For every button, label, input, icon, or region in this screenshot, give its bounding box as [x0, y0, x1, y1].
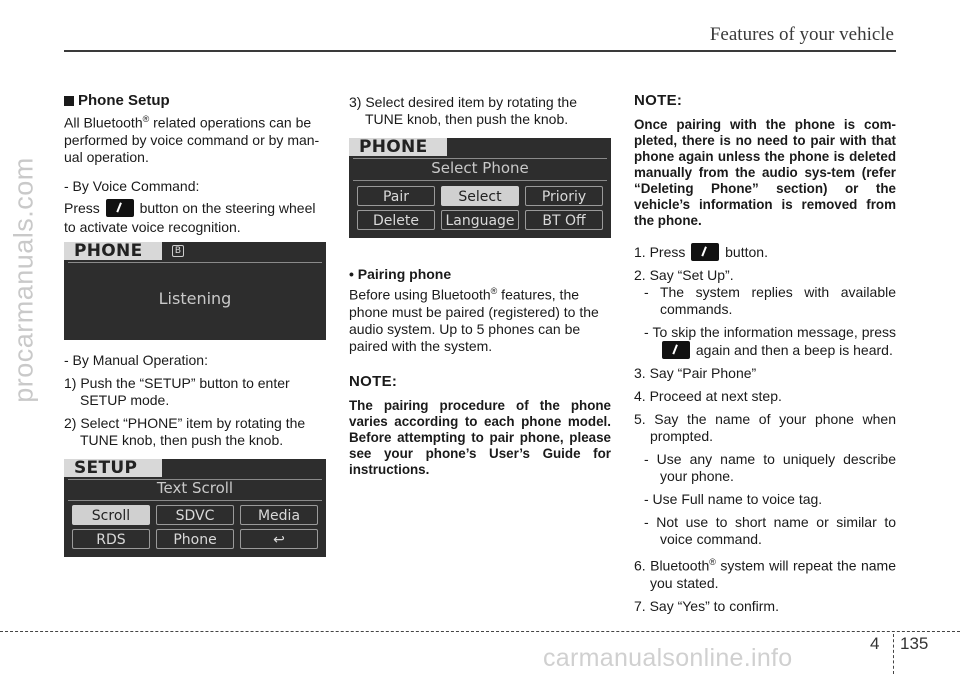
section-heading-text: Phone Setup: [78, 92, 170, 109]
screen-tag: PHONE: [349, 138, 447, 156]
manual-operation-label: - By Manual Operation:: [64, 351, 208, 368]
screen-subtitle: Select Phone: [431, 159, 529, 177]
voice-step-2-sub-1: - The system replies with available commands.: [644, 284, 896, 317]
manual-operation: [64, 352, 326, 449]
side-watermark-text: procarmanuals.com: [8, 157, 39, 403]
step-text: 1. Press: [634, 244, 686, 260]
registered-mark: ®: [709, 557, 716, 567]
voice-step-5-sub-1: - Use any name to uniquely describe your phone.: [644, 451, 896, 484]
screen-divider: [353, 180, 607, 181]
intro-text: ual operation.: [64, 148, 149, 165]
voice-talk-button-icon: [662, 341, 690, 359]
voice-step-6: [634, 554, 896, 592]
side-watermark: [4, 40, 44, 520]
screen-divider: [68, 262, 322, 263]
voice-command-label: - By Voice Command:: [64, 177, 200, 194]
pairing-heading: • Pairing phone: [349, 266, 452, 282]
setup-screen: [64, 459, 326, 557]
step-text: 1) Push the “SETUP” button to enter: [64, 374, 290, 391]
screen-divider: [68, 500, 322, 501]
page-header-title: Features of your vehicle: [709, 24, 894, 45]
screen-tag: SETUP: [64, 459, 162, 477]
header-rule: [64, 50, 896, 52]
press-text: Press: [64, 199, 100, 216]
step-text: - To skip the information message, press: [644, 324, 896, 340]
menu-cell-phone: Phone: [156, 529, 234, 549]
press-text: button on the steering wheel: [139, 199, 316, 216]
step-text: again and then a beep is heard.: [695, 342, 893, 358]
column-2: [349, 92, 611, 478]
menu-cell-scroll: Scroll: [72, 505, 150, 525]
screen-subtitle: Text Scroll: [156, 478, 234, 497]
pairing-text: features, the: [497, 286, 580, 303]
menu-cell-sdvc: SDVC: [156, 505, 234, 525]
menu-cell-bt-off: BT Off: [525, 210, 603, 230]
note-body: Once pairing with the phone is com-pleted, there is no need to pair with that phone again unless the phone is deleted manually from the audio sys-tem (refer “Deleting Phone” section) or the vehicle’s information is removed from the phone.: [634, 117, 896, 228]
step-text: SETUP mode.: [80, 391, 170, 408]
intro-text: performed by voice command or by man-: [64, 131, 320, 148]
menu-cell-delete: Delete: [357, 210, 435, 230]
step-2: [64, 415, 326, 449]
page-number: 135: [900, 634, 929, 653]
bluetooth-icon: B: [172, 245, 184, 257]
footer-separator: [893, 634, 894, 674]
square-bullet-icon: [64, 96, 74, 106]
note-title: NOTE:: [349, 372, 398, 390]
voice-talk-button-icon: [691, 243, 719, 261]
intro-text: related operations can be: [149, 114, 312, 131]
note-title: NOTE:: [634, 92, 683, 109]
pairing-paragraph: [349, 283, 611, 355]
voice-steps: [634, 243, 896, 615]
pairing-text: paired with the system.: [349, 337, 493, 354]
step-1: [64, 375, 326, 409]
voice-step-5: 5. Say the name of your phone when prompted.: [634, 411, 896, 444]
menu-cell-pair: Pair: [357, 186, 435, 206]
note-body: The pairing procedure of the phone varies according to each phone model. Before attempting to pair phone, please see your phone’s User’s Guide for instructions.: [349, 397, 611, 477]
listening-text: Listening: [158, 288, 232, 308]
registered-mark: ®: [490, 286, 498, 296]
voice-step-1: [634, 243, 896, 261]
voice-step-4: 4. Proceed at next step.: [634, 388, 782, 404]
voice-step-3: 3. Say “Pair Phone”: [634, 365, 757, 381]
footer-rule: [0, 631, 960, 632]
step-text: 3) Select desired item by rotating the: [349, 94, 578, 110]
step-text: 6. Bluetooth: [634, 557, 710, 574]
pairing-text: Before using Bluetooth: [349, 286, 491, 303]
phone-screen: [349, 138, 611, 238]
column-1: [64, 92, 326, 569]
intro-paragraph: [64, 111, 326, 166]
step-text: 2) Select “PHONE” item by rotating the: [64, 414, 306, 431]
section-heading: [64, 92, 326, 109]
voice-step-2: 2. Say “Set Up”.: [634, 267, 734, 283]
menu-cell-select: Select: [441, 186, 519, 206]
screen-tag: PHONE: [64, 242, 162, 260]
voice-step-5-sub-3: - Not use to short name or similar to voice command.: [644, 514, 896, 547]
menu-cell-rds: RDS: [72, 529, 150, 549]
menu-cell-language: Language: [441, 210, 519, 230]
registered-mark: ®: [142, 114, 150, 124]
voice-step-5-sub-2: - Use Full name to voice tag.: [644, 491, 823, 507]
listening-screen: [64, 242, 326, 340]
voice-command-paragraph: [64, 178, 326, 236]
chapter-number: 4: [870, 634, 880, 653]
pairing-text: audio system. Up to 5 phones can be: [349, 320, 581, 337]
bottom-watermark: carmanualsonline.info: [543, 644, 793, 672]
step-text: TUNE knob, then push the knob.: [365, 111, 569, 127]
step-text: TUNE knob, then push the knob.: [80, 431, 284, 448]
menu-cell-priority: Prioriy: [525, 186, 603, 206]
menu-cell-media: Media: [240, 505, 318, 525]
back-arrow-icon: ↩: [240, 529, 318, 549]
step-text: system will repeat the name you stated.: [650, 557, 896, 591]
column-3: [634, 92, 896, 615]
voice-step-2-sub-2: [634, 324, 896, 359]
intro-text: All Bluetooth: [64, 114, 143, 131]
step-text: button.: [725, 244, 768, 260]
step-3: [349, 94, 611, 128]
voice-talk-button-icon: [106, 199, 134, 217]
press-text: to activate voice recognition.: [64, 218, 241, 235]
pairing-text: phone must be paired (registered) to the: [349, 303, 599, 320]
voice-step-7: 7. Say “Yes” to confirm.: [634, 597, 779, 614]
